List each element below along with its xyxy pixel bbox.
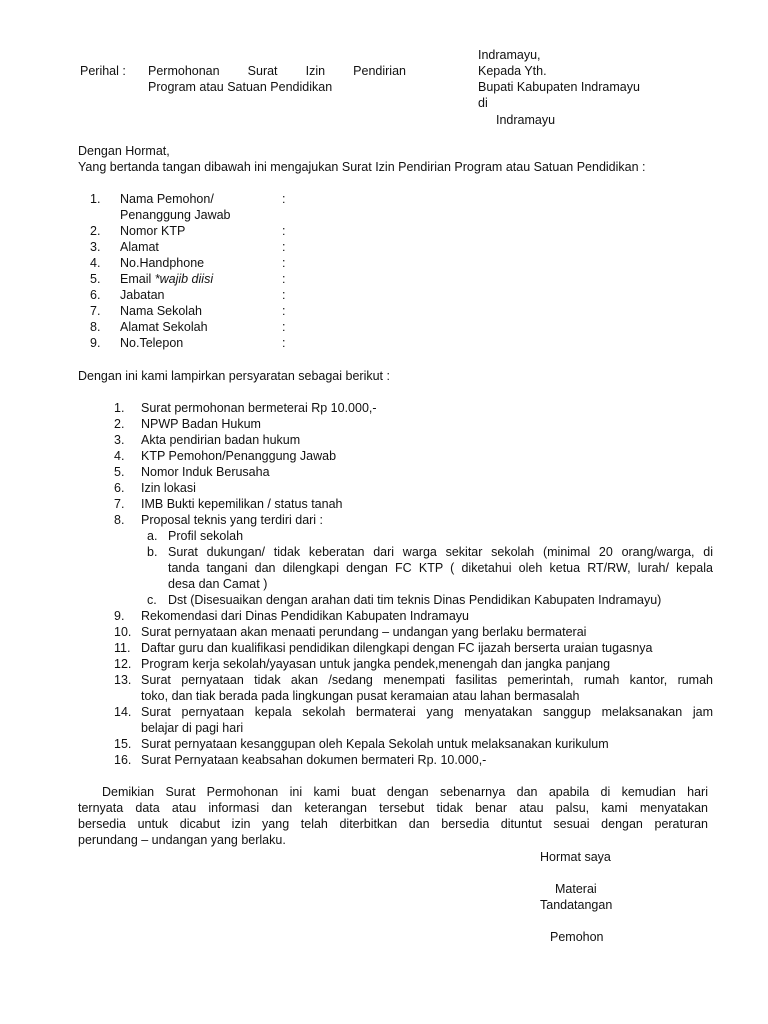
req-number: 3. [114,433,125,447]
field-note: *wajib diisi [154,272,214,286]
closing-line: ternyata data atau informasi dan keterangan tersebut tidak benar atau palsu, kami menyatakan [78,801,708,815]
perihal-word: Pendirian [353,64,406,78]
req-number: 7. [114,497,125,511]
req-sub-letter: b. [147,545,158,559]
req-text: IMB Bukti kepemilikan / status tanah [141,497,343,511]
req-number: 12. [114,657,132,671]
req-number: 5. [114,465,125,479]
req-sub-text: Dst (Disesuaikan dengan arahan dati tim teknis Dinas Pendidikan Kabupaten Indramayu) [168,593,662,607]
field-colon: : [282,304,286,318]
req-sub-letter: c. [147,593,157,607]
req-text: Nomor Induk Berusaha [141,465,270,479]
field-number: 7. [90,304,101,318]
closing-line: perundang – undangan yang berlaku. [78,833,286,847]
req-number: 15. [114,737,132,751]
perihal-subject-line2: Program atau Satuan Pendidikan [148,80,333,94]
perihal-word: Permohonan [148,64,220,78]
req-sub-text: desa dan Camat ) [168,577,268,591]
req-text: Surat pernyataan kepala sekolah bermaterai yang menyatakan sanggup melaksanakan jam [141,705,713,719]
field-colon: : [282,256,286,270]
req-text: Daftar guru dan kualifikasi pendidikan dilengkapi dengan FC ijazah berserta uraian tugasnya [141,641,653,655]
req-text: KTP Pemohon/Penanggung Jawab [141,449,337,463]
req-number: 10. [114,625,132,639]
req-text: Surat pernyataan tidak akan /sedang menempati fasilitas pemerintah, rumah kantor, rumah [141,673,713,687]
field-label: Nama Pemohon/ [120,192,214,206]
req-text: NPWP Badan Hukum [141,417,261,431]
req-number: 14. [114,705,132,719]
field-number: 3. [90,240,101,254]
req-text: Akta pendirian badan hukum [141,433,301,447]
req-text: Surat pernyataan akan menaati perundang – undangan yang berlaku bermaterai [141,625,587,639]
req-text: Surat permohonan bermeterai Rp 10.000,- [141,401,377,415]
field-label: Jabatan [120,288,165,302]
req-number: 6. [114,481,125,495]
closing-line: bersedia untuk dicabut izin yang telah diterbitkan dan bersedia dituntut sesuai dengan peraturan [78,817,708,831]
field-label: No.Handphone [120,256,205,270]
req-text: Program kerja sekolah/yayasan untuk jangka pendek,menengah dan jangka panjang [141,657,611,671]
recipient-at: di [478,96,488,110]
req-text: Surat Pernyataan keabsahan dokumen bermateri Rp. 10.000,- [141,753,487,767]
field-colon: : [282,288,286,302]
signature-regards: Hormat saya [540,850,611,864]
req-number: 16. [114,753,132,767]
req-sub-text: Surat dukungan/ tidak keberatan dari warga sekitar sekolah (minimal 20 orang/warga, di [168,545,713,559]
req-text: Surat pernyataan kesanggupan oleh Kepala Sekolah untuk melaksanakan kurikulum [141,737,609,751]
field-colon: : [282,240,286,254]
field-number: 5. [90,272,101,286]
field-colon: : [282,192,286,206]
field-colon: : [282,336,286,350]
req-number: 8. [114,513,125,527]
date-place: Indramayu, [478,48,541,62]
signature-role: Pemohon [550,930,604,944]
field-colon: : [282,320,286,334]
req-number: 4. [114,449,125,463]
perihal-word: Izin [305,64,326,78]
signature-stamp: Materai [555,882,597,896]
field-label: Nama Sekolah [120,304,202,318]
field-label: Alamat Sekolah [120,320,208,334]
req-number: 9. [114,609,125,623]
field-label: Nomor KTP [120,224,186,238]
field-label [120,271,213,287]
field-label: No.Telepon [120,336,184,350]
attach-intro: Dengan ini kami lampirkan persyaratan sebagai berikut : [78,369,390,383]
field-label-text: Email [120,272,155,286]
req-sub-text: tanda tangani dan dilengkapi dengan FC KTP ( diketahui oleh ketua RT/RW, lurah/ kepala [168,561,713,575]
recipient: Bupati Kabupaten Indramayu [478,80,640,94]
perihal-subject [148,63,406,95]
field-colon: : [282,224,286,238]
closing-line: Demikian Surat Permohonan ini kami buat dengan sebenarnya dan apabila di kemudian hari [102,785,708,799]
to-label: Kepada Yth. [478,64,547,78]
req-text: Proposal teknis yang terdiri dari : [141,513,324,527]
field-number: 8. [90,320,101,334]
req-number: 11. [114,641,131,655]
req-text-cont: toko, dan tiak berada pada lingkungan pusat keramaian atau lahan bermasalah [141,689,580,703]
field-number: 9. [90,336,101,350]
field-number: 4. [90,256,101,270]
req-number: 13. [114,673,132,687]
req-text-cont: belajar di pagi hari [141,721,244,735]
field-label: Alamat [120,240,159,254]
req-number: 1. [114,401,125,415]
signature-sign: Tandatangan [540,898,613,912]
perihal-word: Surat [247,64,278,78]
field-label-cont: Penanggung Jawab [120,208,231,222]
recipient-location: Indramayu [496,113,556,127]
field-number: 1. [90,192,101,206]
req-sub-letter: a. [147,529,158,543]
req-sub-text: Profil sekolah [168,529,244,543]
field-number: 6. [90,288,101,302]
field-number: 2. [90,224,101,238]
perihal-label: Perihal : [80,64,126,78]
intro-text: Yang bertanda tangan dibawah ini mengajukan Surat Izin Pendirian Program atau Satuan Pendidikan : [78,160,646,174]
req-text: Izin lokasi [141,481,196,495]
req-text: Rekomendasi dari Dinas Pendidikan Kabupaten Indramayu [141,609,469,623]
field-colon: : [282,272,286,286]
req-number: 2. [114,417,125,431]
salutation: Dengan Hormat, [78,144,170,158]
